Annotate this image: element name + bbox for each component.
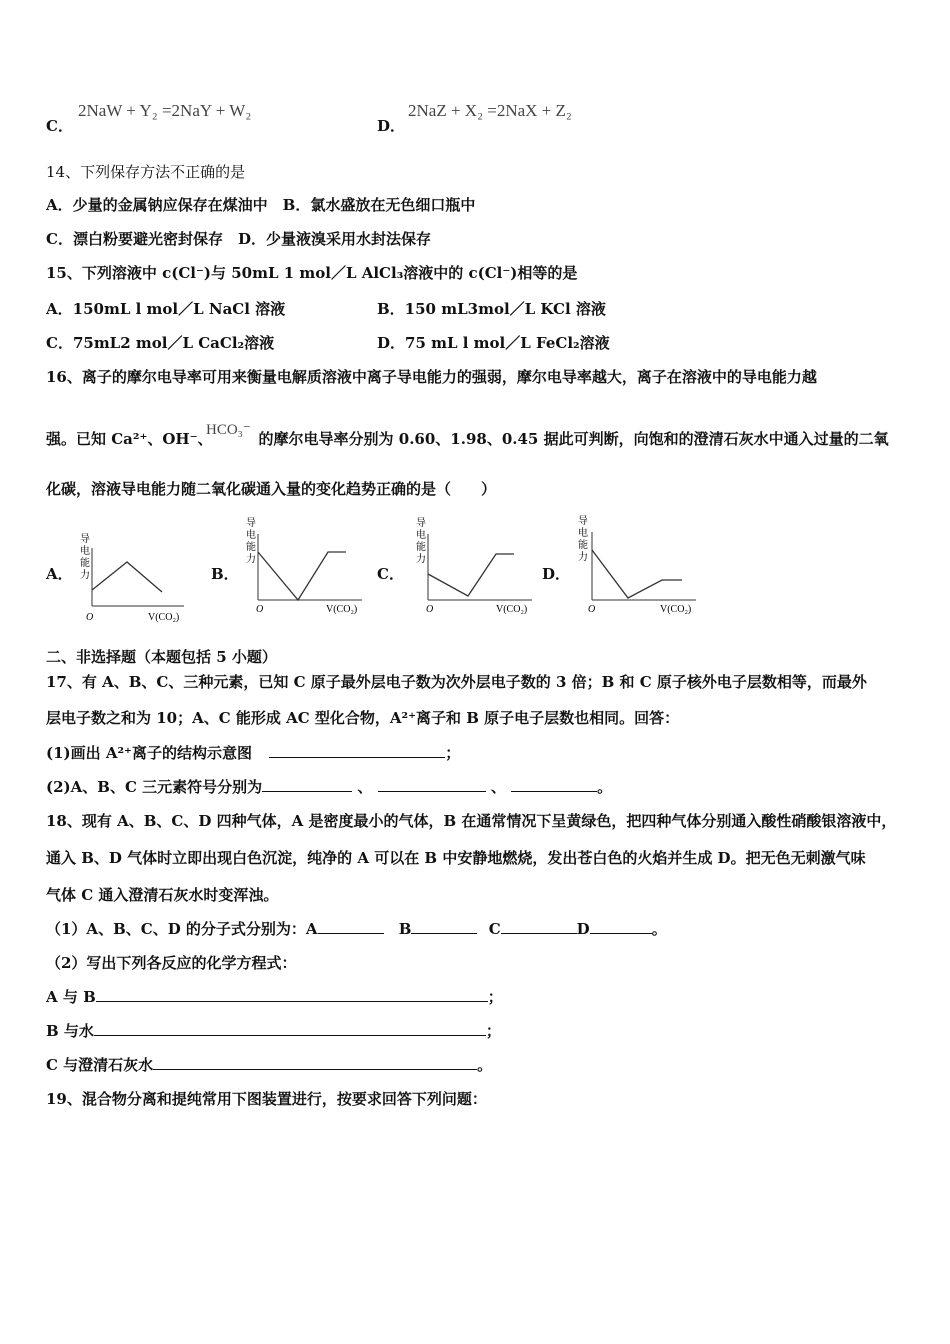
graph-b-ylabel-2: 电 xyxy=(246,530,256,541)
graph-d-curve xyxy=(592,550,682,598)
q16-option-a-label: A． xyxy=(46,565,73,583)
hco3-formula: HCO₃⁻ xyxy=(206,422,251,438)
q18-r3 xyxy=(46,1055,492,1075)
q18-r3-text: C 与澄清石灰水 xyxy=(46,1056,154,1074)
q18-r2-text: B 与水 xyxy=(46,1022,94,1040)
graph-b-ylabel-4: 力 xyxy=(246,554,256,565)
q14-options-ab: A．少量的金属钠应保存在煤油中 B．氯水盛放在无色细口瓶中 xyxy=(46,196,476,214)
graph-d-ylabel-4: 力 xyxy=(578,552,588,563)
q13-option-d-label: D． xyxy=(377,117,406,135)
q18-r1-text: A 与 B xyxy=(46,988,96,1006)
q15-option-a: A．150mL l mol／L NaCl 溶液 xyxy=(46,300,286,318)
section2-heading: 二、非选择题（本题包括 5 小题） xyxy=(46,648,277,666)
q17-part2 xyxy=(46,777,612,797)
q14-options-cd: C．漂白粉要避光密封保存 D．少量液溴采用水封法保存 xyxy=(46,230,431,248)
q13-option-d-formula: 2NaZ + X₂ =2NaX + Z₂ xyxy=(408,101,572,120)
graph-a-xlabel: V(CO₂) xyxy=(148,612,180,623)
q16-graph-a xyxy=(72,528,192,628)
q14-stem: 14、下列保存方法不正确的是 xyxy=(46,163,246,181)
q17-line2: 层电子数之和为 10；A、C 能形成 AC 型化合物，A²⁺离子和 B 原子电子层数也相同。回答： xyxy=(46,709,680,727)
q16-line2 xyxy=(46,429,889,449)
q17-sep-2: 、 xyxy=(490,778,506,796)
q15-option-b: B．150 mL3mol／L KCl 溶液 xyxy=(377,300,606,318)
q18-sub2: （2）写出下列各反应的化学方程式： xyxy=(46,954,297,972)
graph-a-ylabel-3: 能 xyxy=(80,558,90,569)
q18-blank-d[interactable] xyxy=(590,919,652,934)
q18-sub1-b: B xyxy=(398,920,412,938)
q17-part1 xyxy=(46,743,460,763)
graph-c-ylabel-2: 电 xyxy=(416,530,426,541)
q16-graph-c xyxy=(414,512,538,622)
q17-blank-b[interactable] xyxy=(378,777,486,792)
q18-r2-end: ； xyxy=(485,1022,501,1040)
q15-stem: 15、下列溶液中 c(Cl⁻)与 50mL 1 mol／L AlCl₃溶液中的 c(Cl⁻)相等的是 xyxy=(46,264,578,282)
q17-blank-a[interactable] xyxy=(262,777,352,792)
graph-d-ylabel-2: 电 xyxy=(578,528,588,539)
q18-sub1-text: （1）A、B、C、D 的分子式分别为：A xyxy=(46,920,318,938)
q16-line1: 16、离子的摩尔电导率可用来衡量电解质溶液中离子导电能力的强弱，摩尔电导率越大，离子在溶液中的导电能力越 xyxy=(46,368,817,386)
q13-option-c-label: C． xyxy=(46,117,73,135)
q17-part1-end: ； xyxy=(445,744,461,762)
q17-part2-text: (2)A、B、C 三元素符号分别为 xyxy=(46,778,263,796)
q17-line1: 17、有 A、B、C、三种元素，已知 C 原子最外层电子数为次外层电子数的 3 倍；B 和 C 原子核外电子层数相等，而最外 xyxy=(46,673,867,691)
graph-a-ylabel-4: 力 xyxy=(80,570,90,581)
graph-c-origin: O xyxy=(426,604,434,615)
q18-r3-blank[interactable] xyxy=(153,1055,477,1070)
q18-sub1-c: C xyxy=(488,920,501,938)
q15-option-c: C．75mL2 mol／L CaCl₂溶液 xyxy=(46,334,275,352)
q17-part1-text: (1)画出 A²⁺离子的结构示意图 xyxy=(46,744,252,762)
q16-line2-pre: 强。已知 Ca²⁺、OH⁻、 xyxy=(46,430,213,448)
q17-part1-blank[interactable] xyxy=(269,743,445,758)
q13-option-c-formula: 2NaW + Y₂ =2NaY + W₂ xyxy=(78,101,252,120)
graph-b-origin: O xyxy=(256,604,264,615)
q16-line3: 化碳，溶液导电能力随二氧化碳通入量的变化趋势正确的是（ ） xyxy=(46,480,497,498)
q16-line2-post: 的摩尔电导率分别为 0.60、1.98、0.45 据此可判断，向饱和的澄清石灰水中通入过量的二氧 xyxy=(258,430,889,448)
q18-line1: 18、现有 A、B、C、D 四种气体，A 是密度最小的气体，B 在通常情况下呈黄绿色，把四种气体分别通入酸性硝酸银溶液中， xyxy=(46,812,897,830)
graph-a-origin: O xyxy=(86,612,94,623)
graph-b-ylabel-3: 能 xyxy=(246,542,256,553)
q17-part2-end: 。 xyxy=(597,778,613,796)
q17-blank-c[interactable] xyxy=(511,777,597,792)
q15-option-d: D．75 mL l mol／L FeCl₂溶液 xyxy=(377,334,610,352)
q18-blank-a[interactable] xyxy=(318,919,384,934)
graph-c-xlabel: V(CO₂) xyxy=(496,604,528,615)
graph-a-curve xyxy=(92,562,162,592)
q16-graph-b xyxy=(242,512,366,622)
q18-r2 xyxy=(46,1021,501,1041)
q18-r2-blank[interactable] xyxy=(94,1021,486,1036)
q18-r1-blank[interactable] xyxy=(96,987,488,1002)
graph-d-origin: O xyxy=(588,604,596,615)
graph-c-ylabel-4: 力 xyxy=(416,554,426,565)
q18-blank-c[interactable] xyxy=(501,919,577,934)
q18-line3: 气体 C 通入澄清石灰水时变浑浊。 xyxy=(46,886,279,904)
graph-c-curve xyxy=(428,554,514,596)
q18-blank-b[interactable] xyxy=(411,919,477,934)
graph-b-ylabel-1: 导 xyxy=(246,518,256,529)
graph-a-ylabel-2: 电 xyxy=(80,546,90,557)
q18-r1 xyxy=(46,987,503,1007)
graph-b-xlabel: V(CO₂) xyxy=(326,604,358,615)
q18-sub1-d: D xyxy=(576,920,590,938)
graph-d-xlabel: V(CO₂) xyxy=(660,604,692,615)
q18-line2: 通入 B、D 气体时立即出现白色沉淀，纯净的 A 可以在 B 中安静地燃烧，发出苍白色的火焰并生成 D。把无色无刺激气味 xyxy=(46,849,866,867)
graph-a-ylabel-1: 导 xyxy=(80,534,90,545)
q17-sep-1: 、 xyxy=(357,778,373,796)
q18-sub1-end: 。 xyxy=(651,920,667,938)
graph-b-curve xyxy=(258,552,346,600)
graph-c-ylabel-3: 能 xyxy=(416,542,426,553)
q18-sub1 xyxy=(46,919,667,939)
q18-r3-end: 。 xyxy=(477,1056,493,1074)
graph-c-ylabel-1: 导 xyxy=(416,518,426,529)
graph-d-ylabel-1: 导 xyxy=(578,516,588,527)
q18-r1-end: ； xyxy=(487,988,503,1006)
q16-option-d-label: D． xyxy=(542,565,571,583)
q16-graph-d xyxy=(576,512,700,622)
q16-option-c-label: C． xyxy=(377,565,404,583)
graph-d-ylabel-3: 能 xyxy=(578,540,588,551)
q16-option-b-label: B． xyxy=(211,565,239,583)
q19-stem: 19、混合物分离和提纯常用下图装置进行，按要求回答下列问题： xyxy=(46,1090,487,1108)
